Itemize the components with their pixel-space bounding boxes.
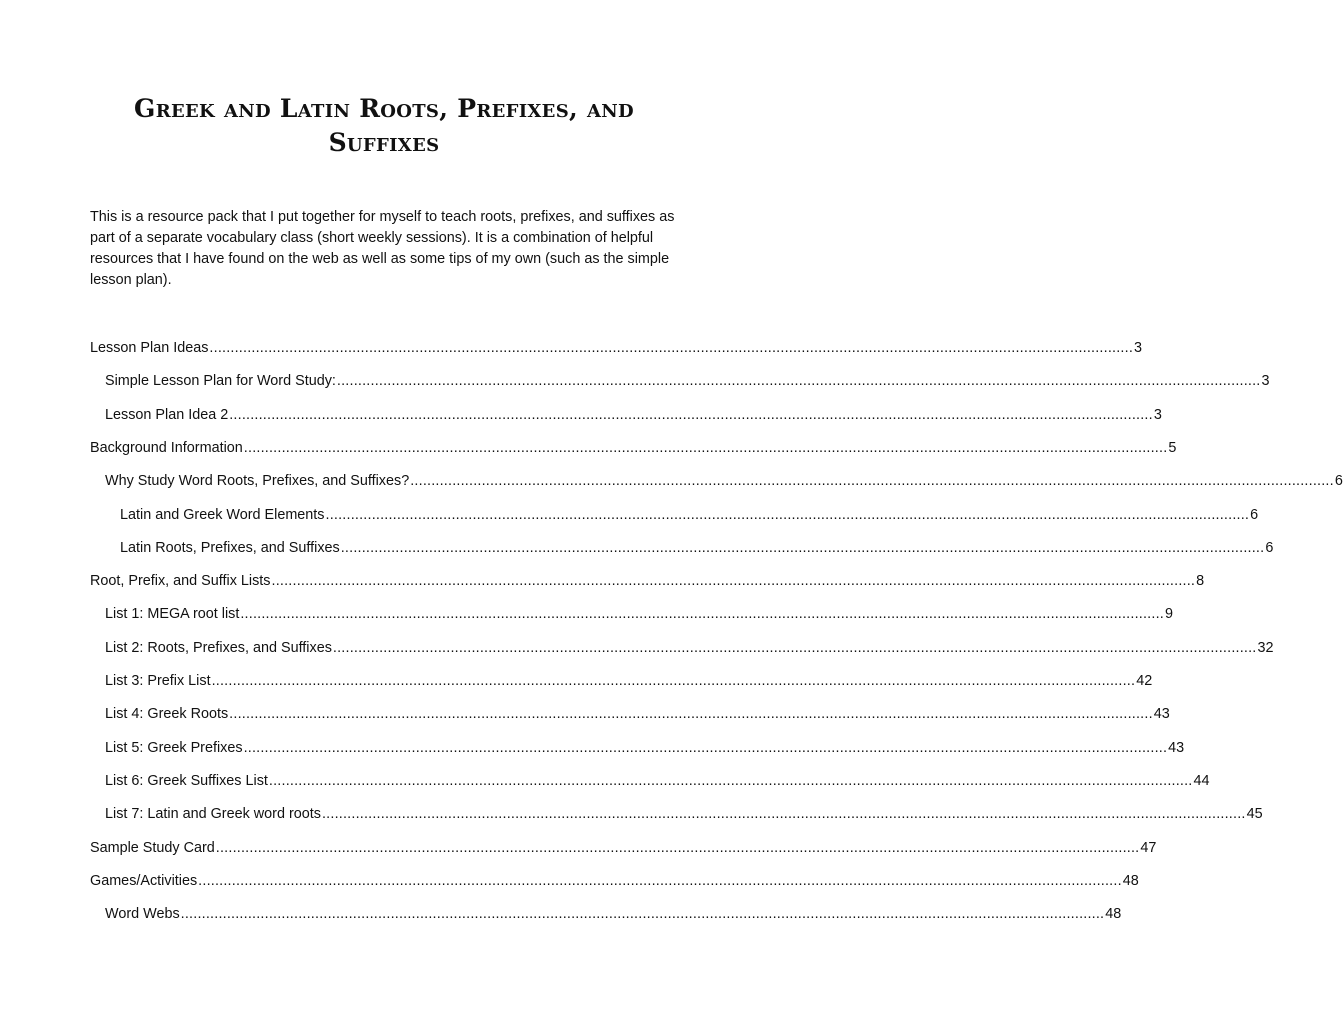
toc-entry-label: Background Information bbox=[90, 440, 243, 456]
toc-dot-leader: ............................................................................................................................................................................................................................ bbox=[410, 473, 1334, 489]
toc-entry-page-number: 44 bbox=[1193, 773, 1210, 789]
toc-entry-page-number: 6 bbox=[1334, 473, 1343, 489]
toc-dot-leader: ............................................................................................................................................................................................................................ bbox=[271, 573, 1196, 589]
toc-entry-label: Games/Activities bbox=[90, 873, 198, 889]
toc-dot-leader: ............................................................................................................................................................................................................................ bbox=[321, 806, 1246, 822]
toc-entry-label: Lesson Plan Ideas bbox=[90, 340, 209, 356]
toc-dot-leader: ............................................................................................................................................................................................................................ bbox=[336, 373, 1261, 389]
toc-entry-page-number: 42 bbox=[1136, 673, 1153, 689]
intro-paragraph: This is a resource pack that I put together for myself to teach roots, prefixes, and suffixes as part of a separate vocabulary class (short weekly sessions). It is a combination of helpful resources that I have found on the web as well as some tips of my own (such as the simple lesson plan). bbox=[90, 209, 675, 288]
toc-entry-label: Latin and Greek Word Elements bbox=[120, 507, 325, 523]
toc-entry-label: List 1: MEGA root list bbox=[105, 606, 240, 622]
toc-entry-page-number: 3 bbox=[1134, 340, 1143, 356]
toc-entry-page-number: 6 bbox=[1265, 540, 1274, 556]
toc-entry[interactable] bbox=[120, 506, 1259, 524]
toc-entry[interactable] bbox=[90, 339, 1143, 357]
toc-entry-page-number: 3 bbox=[1153, 407, 1162, 423]
toc-entry[interactable] bbox=[90, 839, 1157, 857]
toc-dot-leader: ............................................................................................................................................................................................................................ bbox=[340, 540, 1265, 556]
toc-dot-leader: ............................................................................................................................................................................................................................ bbox=[268, 773, 1193, 789]
toc-entry-label: Lesson Plan Idea 2 bbox=[105, 407, 229, 423]
toc-dot-leader: ............................................................................................................................................................................................................................ bbox=[240, 606, 1164, 622]
toc-dot-leader: ............................................................................................................................................................................................................................ bbox=[325, 507, 1250, 523]
toc-entry[interactable] bbox=[105, 772, 1210, 790]
toc-entry-page-number: 32 bbox=[1257, 640, 1274, 656]
toc-entry-page-number: 3 bbox=[1261, 373, 1270, 389]
toc-entry-page-number: 9 bbox=[1164, 606, 1173, 622]
toc-entry[interactable] bbox=[105, 805, 1263, 823]
toc-entry-label: List 6: Greek Suffixes List bbox=[105, 773, 268, 789]
toc-entry-label: Root, Prefix, and Suffix Lists bbox=[90, 573, 271, 589]
toc-entry[interactable] bbox=[105, 372, 1270, 390]
toc-entry-label: List 5: Greek Prefixes bbox=[105, 740, 243, 756]
toc-entry[interactable] bbox=[105, 905, 1122, 923]
toc-entry-label: List 7: Latin and Greek word roots bbox=[105, 806, 321, 822]
toc-dot-leader: ............................................................................................................................................................................................................................ bbox=[332, 640, 1257, 656]
toc-entry[interactable] bbox=[105, 472, 1343, 490]
toc-entry-label: List 4: Greek Roots bbox=[105, 706, 229, 722]
toc-entry[interactable] bbox=[105, 705, 1170, 723]
toc-entry[interactable] bbox=[105, 739, 1185, 757]
toc-dot-leader: ............................................................................................................................................................................................................................ bbox=[209, 340, 1134, 356]
toc-dot-leader: ............................................................................................................................................................................................................................ bbox=[243, 440, 1168, 456]
toc-entry[interactable] bbox=[90, 872, 1139, 890]
toc-entry[interactable] bbox=[105, 639, 1274, 657]
toc-entry-page-number: 6 bbox=[1250, 507, 1259, 523]
toc-entry[interactable] bbox=[105, 672, 1153, 690]
toc-dot-leader: ............................................................................................................................................................................................................................ bbox=[211, 673, 1136, 689]
toc-dot-leader: ............................................................................................................................................................................................................................ bbox=[215, 840, 1140, 856]
toc-dot-leader: ............................................................................................................................................................................................................................ bbox=[243, 740, 1168, 756]
toc-entry[interactable] bbox=[90, 572, 1205, 590]
toc-entry[interactable] bbox=[90, 439, 1177, 457]
toc-entry-page-number: 48 bbox=[1122, 873, 1139, 889]
toc-entry-page-number: 43 bbox=[1153, 706, 1170, 722]
toc-entry[interactable] bbox=[120, 539, 1274, 557]
toc-entry-label: List 2: Roots, Prefixes, and Suffixes bbox=[105, 640, 332, 656]
toc-entry-page-number: 5 bbox=[1168, 440, 1177, 456]
toc-dot-leader: ............................................................................................................................................................................................................................ bbox=[229, 407, 1153, 423]
toc-entry-label: Why Study Word Roots, Prefixes, and Suffixes? bbox=[105, 473, 410, 489]
document-title: Greek and Latin Roots, Prefixes, and Suffixes bbox=[134, 94, 634, 157]
toc-dot-leader: ............................................................................................................................................................................................................................ bbox=[180, 906, 1105, 922]
toc-entry-page-number: 45 bbox=[1246, 806, 1263, 822]
toc-entry-label: Word Webs bbox=[105, 906, 180, 922]
toc-entry-page-number: 48 bbox=[1105, 906, 1122, 922]
toc-entry-label: List 3: Prefix List bbox=[105, 673, 211, 689]
toc-entry[interactable] bbox=[105, 605, 1173, 623]
toc-dot-leader: ............................................................................................................................................................................................................................ bbox=[229, 706, 1153, 722]
toc-entry-page-number: 47 bbox=[1140, 840, 1157, 856]
toc-dot-leader: ............................................................................................................................................................................................................................ bbox=[198, 873, 1122, 889]
toc-entry-label: Simple Lesson Plan for Word Study: bbox=[105, 373, 336, 389]
toc-entry-label: Sample Study Card bbox=[90, 840, 215, 856]
toc-entry-label: Latin Roots, Prefixes, and Suffixes bbox=[120, 540, 340, 556]
toc-entry[interactable] bbox=[105, 406, 1162, 424]
toc-entry-page-number: 8 bbox=[1196, 573, 1205, 589]
toc-entry-page-number: 43 bbox=[1168, 740, 1185, 756]
